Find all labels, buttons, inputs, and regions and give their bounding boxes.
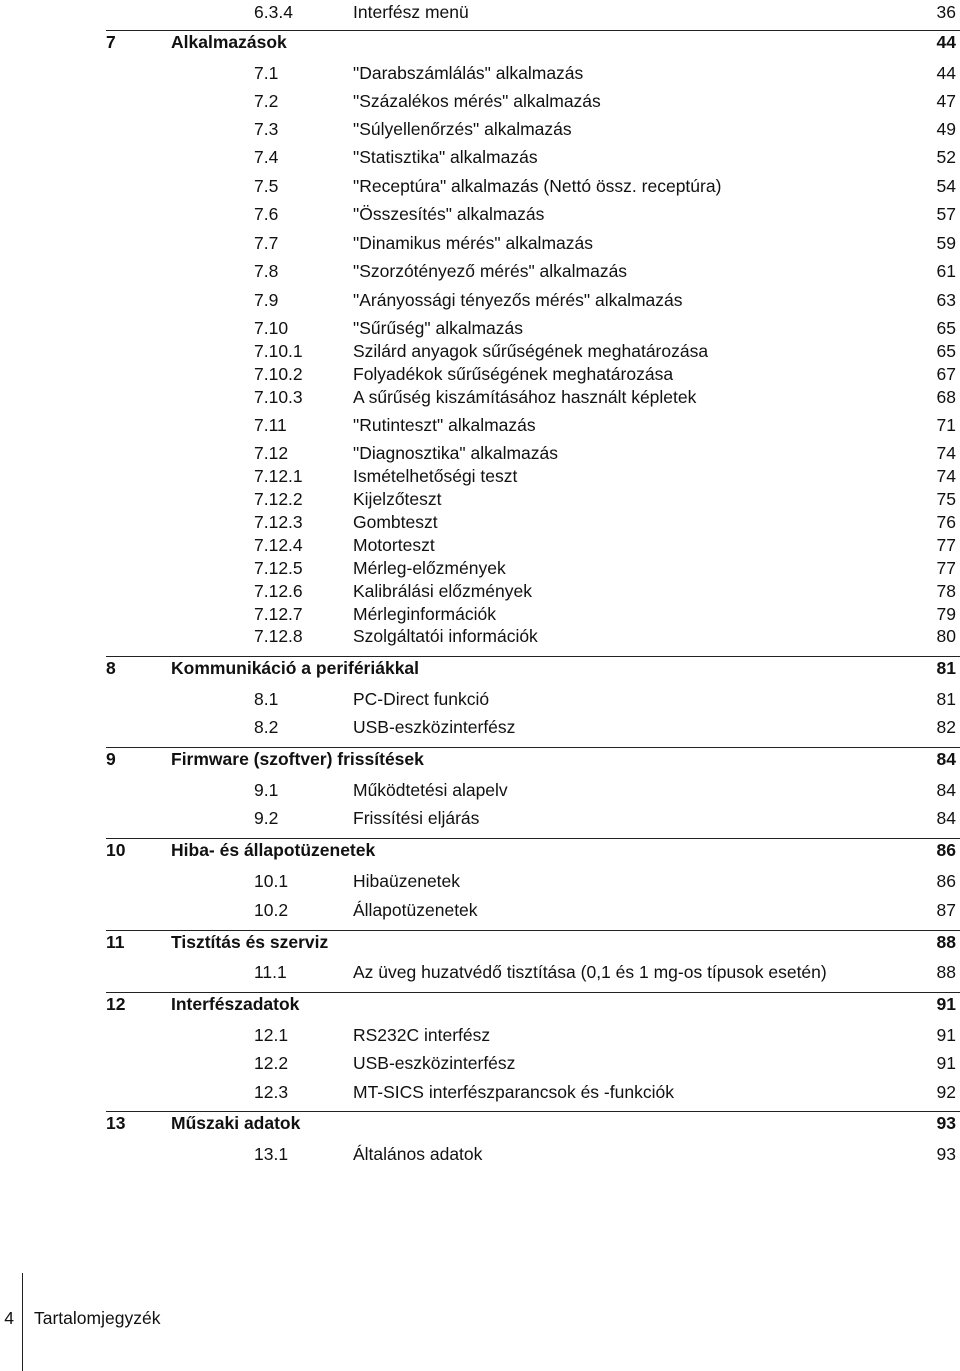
- toc-entry-title: Frissítési eljárás: [353, 808, 480, 828]
- toc-section-entry[interactable]: [0, 556, 960, 580]
- toc-entry-title: PC-Direct funkció: [353, 689, 490, 709]
- toc-entry-title: Működtetési alapelv: [353, 780, 508, 800]
- toc-entry-title: Kommunikáció a perifériákkal: [171, 658, 420, 678]
- toc-section-entry[interactable]: [0, 1142, 960, 1166]
- toc-entry-title: Hibaüzenetek: [353, 871, 461, 891]
- toc-section-entry[interactable]: [0, 288, 960, 312]
- toc-entry-page: 54: [936, 176, 956, 196]
- toc-entry-page: 63: [936, 290, 956, 310]
- toc-entry-title: Általános adatok: [353, 1144, 483, 1164]
- toc-entry-number: 7.7: [254, 233, 279, 253]
- footer-section-title: Tartalomjegyzék: [34, 1308, 161, 1328]
- toc-entry-title: "Sűrűség" alkalmazás: [353, 318, 524, 338]
- toc-entry-number: 10: [106, 840, 126, 860]
- toc-section-entry[interactable]: [0, 533, 960, 557]
- toc-entry-number: 9: [106, 749, 116, 769]
- toc-entry-number: 12: [106, 994, 126, 1014]
- toc-section-entry[interactable]: [0, 1080, 960, 1104]
- toc-entry-number: 12.1: [254, 1025, 289, 1045]
- toc-entry-number: 7.3: [254, 119, 279, 139]
- toc-chapter-entry[interactable]: [0, 747, 960, 771]
- toc-entry-title: Mérleginformációk: [353, 604, 496, 624]
- toc-chapter-entry[interactable]: [0, 30, 960, 54]
- toc-entry-title: "Receptúra" alkalmazás (Nettó össz. receptúra): [353, 176, 722, 196]
- toc-entry-page: 82: [936, 717, 956, 737]
- toc-entry-title: "Dinamikus mérés" alkalmazás: [353, 233, 593, 253]
- toc-entry-page: 71: [936, 415, 956, 435]
- toc-chapter-entry[interactable]: [0, 838, 960, 862]
- toc-section-entry[interactable]: [0, 117, 960, 141]
- toc-entry-title: Szolgáltatói információk: [353, 626, 538, 646]
- toc-section-entry[interactable]: [0, 259, 960, 283]
- toc-entry-title: RS232C interfész: [353, 1025, 491, 1045]
- footer-page-number: 4: [4, 1308, 14, 1328]
- toc-section-entry[interactable]: [0, 385, 960, 409]
- toc-entry-page: 52: [936, 147, 956, 167]
- toc-entry-title: "Súlyellenőrzés" alkalmazás: [353, 119, 572, 139]
- chapter-divider: [106, 838, 960, 839]
- toc-entry-number: 8.2: [254, 717, 279, 737]
- toc-entry-title: A sűrűség kiszámításához használt képletek: [353, 387, 697, 407]
- toc-entry-page: 61: [936, 261, 956, 281]
- toc-entry-number: 13.1: [254, 1144, 289, 1164]
- toc-entry-title: "Százalékos mérés" alkalmazás: [353, 91, 601, 111]
- toc-entry-title: "Statisztika" alkalmazás: [353, 147, 538, 167]
- toc-section-entry[interactable]: [0, 715, 960, 739]
- toc-entry-page: 93: [936, 1144, 956, 1164]
- toc-entry-title: Az üveg huzatvédő tisztítása (0,1 és 1 mg-os típusok esetén): [353, 962, 827, 982]
- toc-entry-page: 47: [936, 91, 956, 111]
- toc-section-entry[interactable]: [0, 869, 960, 893]
- toc-section-entry[interactable]: [0, 898, 960, 922]
- toc-entry-number: 9.1: [254, 780, 279, 800]
- chapter-divider: [106, 747, 960, 748]
- toc-entry-page: 86: [936, 871, 956, 891]
- toc-entry-page: 92: [936, 1082, 956, 1102]
- toc-entry-number: 11: [106, 932, 125, 952]
- toc-entry-title: Motorteszt: [353, 535, 435, 555]
- toc-entry-number: 8: [106, 658, 116, 678]
- toc-entry-title: Műszaki adatok: [171, 1113, 301, 1133]
- toc-entry-title: Interfészadatok: [171, 994, 300, 1014]
- toc-section-entry[interactable]: [0, 806, 960, 830]
- toc-section-entry[interactable]: [0, 174, 960, 198]
- toc-entry-title: Mérleg-előzmények: [353, 558, 506, 578]
- toc-section-entry[interactable]: [0, 145, 960, 169]
- toc-section-entry[interactable]: [0, 579, 960, 603]
- toc-entry-title: "Diagnosztika" alkalmazás: [353, 443, 559, 463]
- toc-entry-page: 91: [936, 994, 956, 1014]
- toc-entry-number: 7.6: [254, 204, 279, 224]
- toc-entry-page: 44: [936, 63, 956, 83]
- toc-section-entry[interactable]: [0, 441, 960, 465]
- toc-entry-page: 78: [936, 581, 956, 601]
- toc-entry-number: 7.11: [254, 415, 287, 435]
- toc-entry-number: 7.9: [254, 290, 279, 310]
- toc-entry-number: 7.12.4: [254, 535, 303, 555]
- toc-entry-page: 75: [936, 489, 956, 509]
- chapter-divider: [106, 656, 960, 657]
- toc-entry-number: 7.12.5: [254, 558, 303, 578]
- toc-entry-page: 65: [936, 341, 956, 361]
- toc-section-entry[interactable]: [0, 0, 960, 24]
- toc-entry-number: 11.1: [254, 962, 287, 982]
- toc-section-entry[interactable]: [0, 316, 960, 340]
- toc-section-entry[interactable]: [0, 339, 960, 363]
- toc-entry-number: 12.2: [254, 1053, 289, 1073]
- toc-entry-number: 7.8: [254, 261, 279, 281]
- toc-entry-number: 10.2: [254, 900, 289, 920]
- toc-section-entry[interactable]: [0, 624, 960, 648]
- toc-entry-page: 84: [936, 749, 956, 769]
- toc-section-entry[interactable]: [0, 1051, 960, 1075]
- toc-entry-page: 79: [936, 604, 956, 624]
- toc-chapter-entry[interactable]: [0, 930, 960, 954]
- chapter-divider: [106, 992, 960, 993]
- toc-entry-title: Kijelzőteszt: [353, 489, 442, 509]
- footer-divider: [22, 1273, 23, 1371]
- toc-entry-number: 7.10.1: [254, 341, 303, 361]
- toc-entry-title: Folyadékok sűrűségének meghatározása: [353, 364, 674, 384]
- toc-section-entry[interactable]: [0, 202, 960, 226]
- toc-entry-title: Állapotüzenetek: [353, 900, 478, 920]
- toc-section-entry[interactable]: [0, 687, 960, 711]
- toc-section-entry[interactable]: [0, 960, 960, 984]
- toc-entry-number: 7.1: [254, 63, 279, 83]
- toc-entry-number: 7.5: [254, 176, 279, 196]
- toc-entry-title: "Arányossági tényezős mérés" alkalmazás: [353, 290, 683, 310]
- toc-entry-title: Ismételhetőségi teszt: [353, 466, 518, 486]
- toc-entry-number: 7.12.1: [254, 466, 303, 486]
- toc-entry-page: 77: [936, 558, 956, 578]
- toc-entry-number: 7.10.3: [254, 387, 303, 407]
- toc-section-entry[interactable]: [0, 487, 960, 511]
- toc-entry-page: 65: [936, 318, 956, 338]
- toc-entry-number: 7.12.7: [254, 604, 303, 624]
- toc-section-entry[interactable]: [0, 778, 960, 802]
- toc-entry-page: 81: [936, 658, 956, 678]
- toc-entry-title: "Darabszámlálás" alkalmazás: [353, 63, 584, 83]
- toc-chapter-entry[interactable]: [0, 992, 960, 1016]
- toc-chapter-entry[interactable]: [0, 1111, 960, 1135]
- toc-entry-number: 7.12.8: [254, 626, 303, 646]
- toc-entry-page: 59: [936, 233, 956, 253]
- toc-entry-number: 7.12.6: [254, 581, 303, 601]
- toc-entry-page: 80: [936, 626, 956, 646]
- toc-section-entry[interactable]: [0, 602, 960, 626]
- toc-entry-title: MT-SICS interfészparancsok és -funkciók: [353, 1082, 674, 1102]
- toc-entry-number: 7.10.2: [254, 364, 303, 384]
- toc-entry-title: "Rutinteszt" alkalmazás: [353, 415, 536, 435]
- toc-entry-page: 91: [936, 1025, 956, 1045]
- toc-entry-page: 74: [936, 466, 956, 486]
- toc-entry-page: 84: [936, 808, 956, 828]
- toc-entry-title: Gombteszt: [353, 512, 438, 532]
- toc-entry-page: 93: [936, 1113, 956, 1133]
- toc-entry-page: 67: [936, 364, 956, 384]
- toc-entry-number: 13: [106, 1113, 126, 1133]
- toc-entry-title: Interfész menü: [353, 2, 469, 22]
- toc-entry-page: 74: [936, 443, 956, 463]
- toc-entry-page: 87: [936, 900, 956, 920]
- toc-entry-page: 49: [936, 119, 956, 139]
- toc-entry-number: 8.1: [254, 689, 279, 709]
- toc-entry-page: 81: [936, 689, 956, 709]
- toc-entry-number: 7.12.3: [254, 512, 303, 532]
- toc-entry-number: 10.1: [254, 871, 289, 891]
- toc-entry-page: 36: [936, 2, 956, 22]
- toc-section-entry[interactable]: [0, 89, 960, 113]
- toc-entry-title: Hiba- és állapotüzenetek: [171, 840, 376, 860]
- toc-entry-number: 7.12: [254, 443, 289, 463]
- toc-entry-number: 7.2: [254, 91, 279, 111]
- toc-section-entry[interactable]: [0, 413, 960, 437]
- chapter-divider: [106, 1111, 960, 1112]
- toc-entry-page: 77: [936, 535, 956, 555]
- chapter-divider: [106, 30, 960, 31]
- toc-entry-number: 7: [106, 32, 116, 52]
- toc-chapter-entry[interactable]: [0, 656, 960, 680]
- toc-entry-page: 88: [936, 962, 956, 982]
- toc-entry-number: 6.3.4: [254, 2, 293, 22]
- toc-section-entry[interactable]: [0, 231, 960, 255]
- chapter-divider: [106, 930, 960, 931]
- toc-section-entry[interactable]: [0, 464, 960, 488]
- toc-section-entry[interactable]: [0, 362, 960, 386]
- toc-entry-page: 84: [936, 780, 956, 800]
- toc-entry-title: Firmware (szoftver) frissítések: [171, 749, 424, 769]
- toc-entry-title: Tisztítás és szerviz: [171, 932, 329, 952]
- toc-entry-number: 12.3: [254, 1082, 289, 1102]
- toc-entry-title: USB-eszközinterfész: [353, 717, 516, 737]
- toc-entry-title: Szilárd anyagok sűrűségének meghatározása: [353, 341, 709, 361]
- toc-entry-page: 57: [936, 204, 956, 224]
- toc-entry-title: Kalibrálási előzmények: [353, 581, 532, 601]
- toc-section-entry[interactable]: [0, 1023, 960, 1047]
- toc-entry-number: 7.12.2: [254, 489, 303, 509]
- toc-entry-number: 9.2: [254, 808, 279, 828]
- toc-entry-page: 91: [936, 1053, 956, 1073]
- toc-entry-title: "Szorzótényező mérés" alkalmazás: [353, 261, 628, 281]
- toc-section-entry[interactable]: [0, 61, 960, 85]
- toc-entry-page: 44: [936, 32, 956, 52]
- toc-entry-title: "Összesítés" alkalmazás: [353, 204, 545, 224]
- toc-entry-number: 7.10: [254, 318, 289, 338]
- toc-entry-page: 68: [936, 387, 956, 407]
- toc-section-entry[interactable]: [0, 510, 960, 534]
- toc-entry-number: 7.4: [254, 147, 279, 167]
- toc-entry-title: USB-eszközinterfész: [353, 1053, 516, 1073]
- toc-entry-title: Alkalmazások: [171, 32, 287, 52]
- toc-entry-page: 86: [936, 840, 956, 860]
- toc-entry-page: 88: [936, 932, 956, 952]
- toc-entry-page: 76: [936, 512, 956, 532]
